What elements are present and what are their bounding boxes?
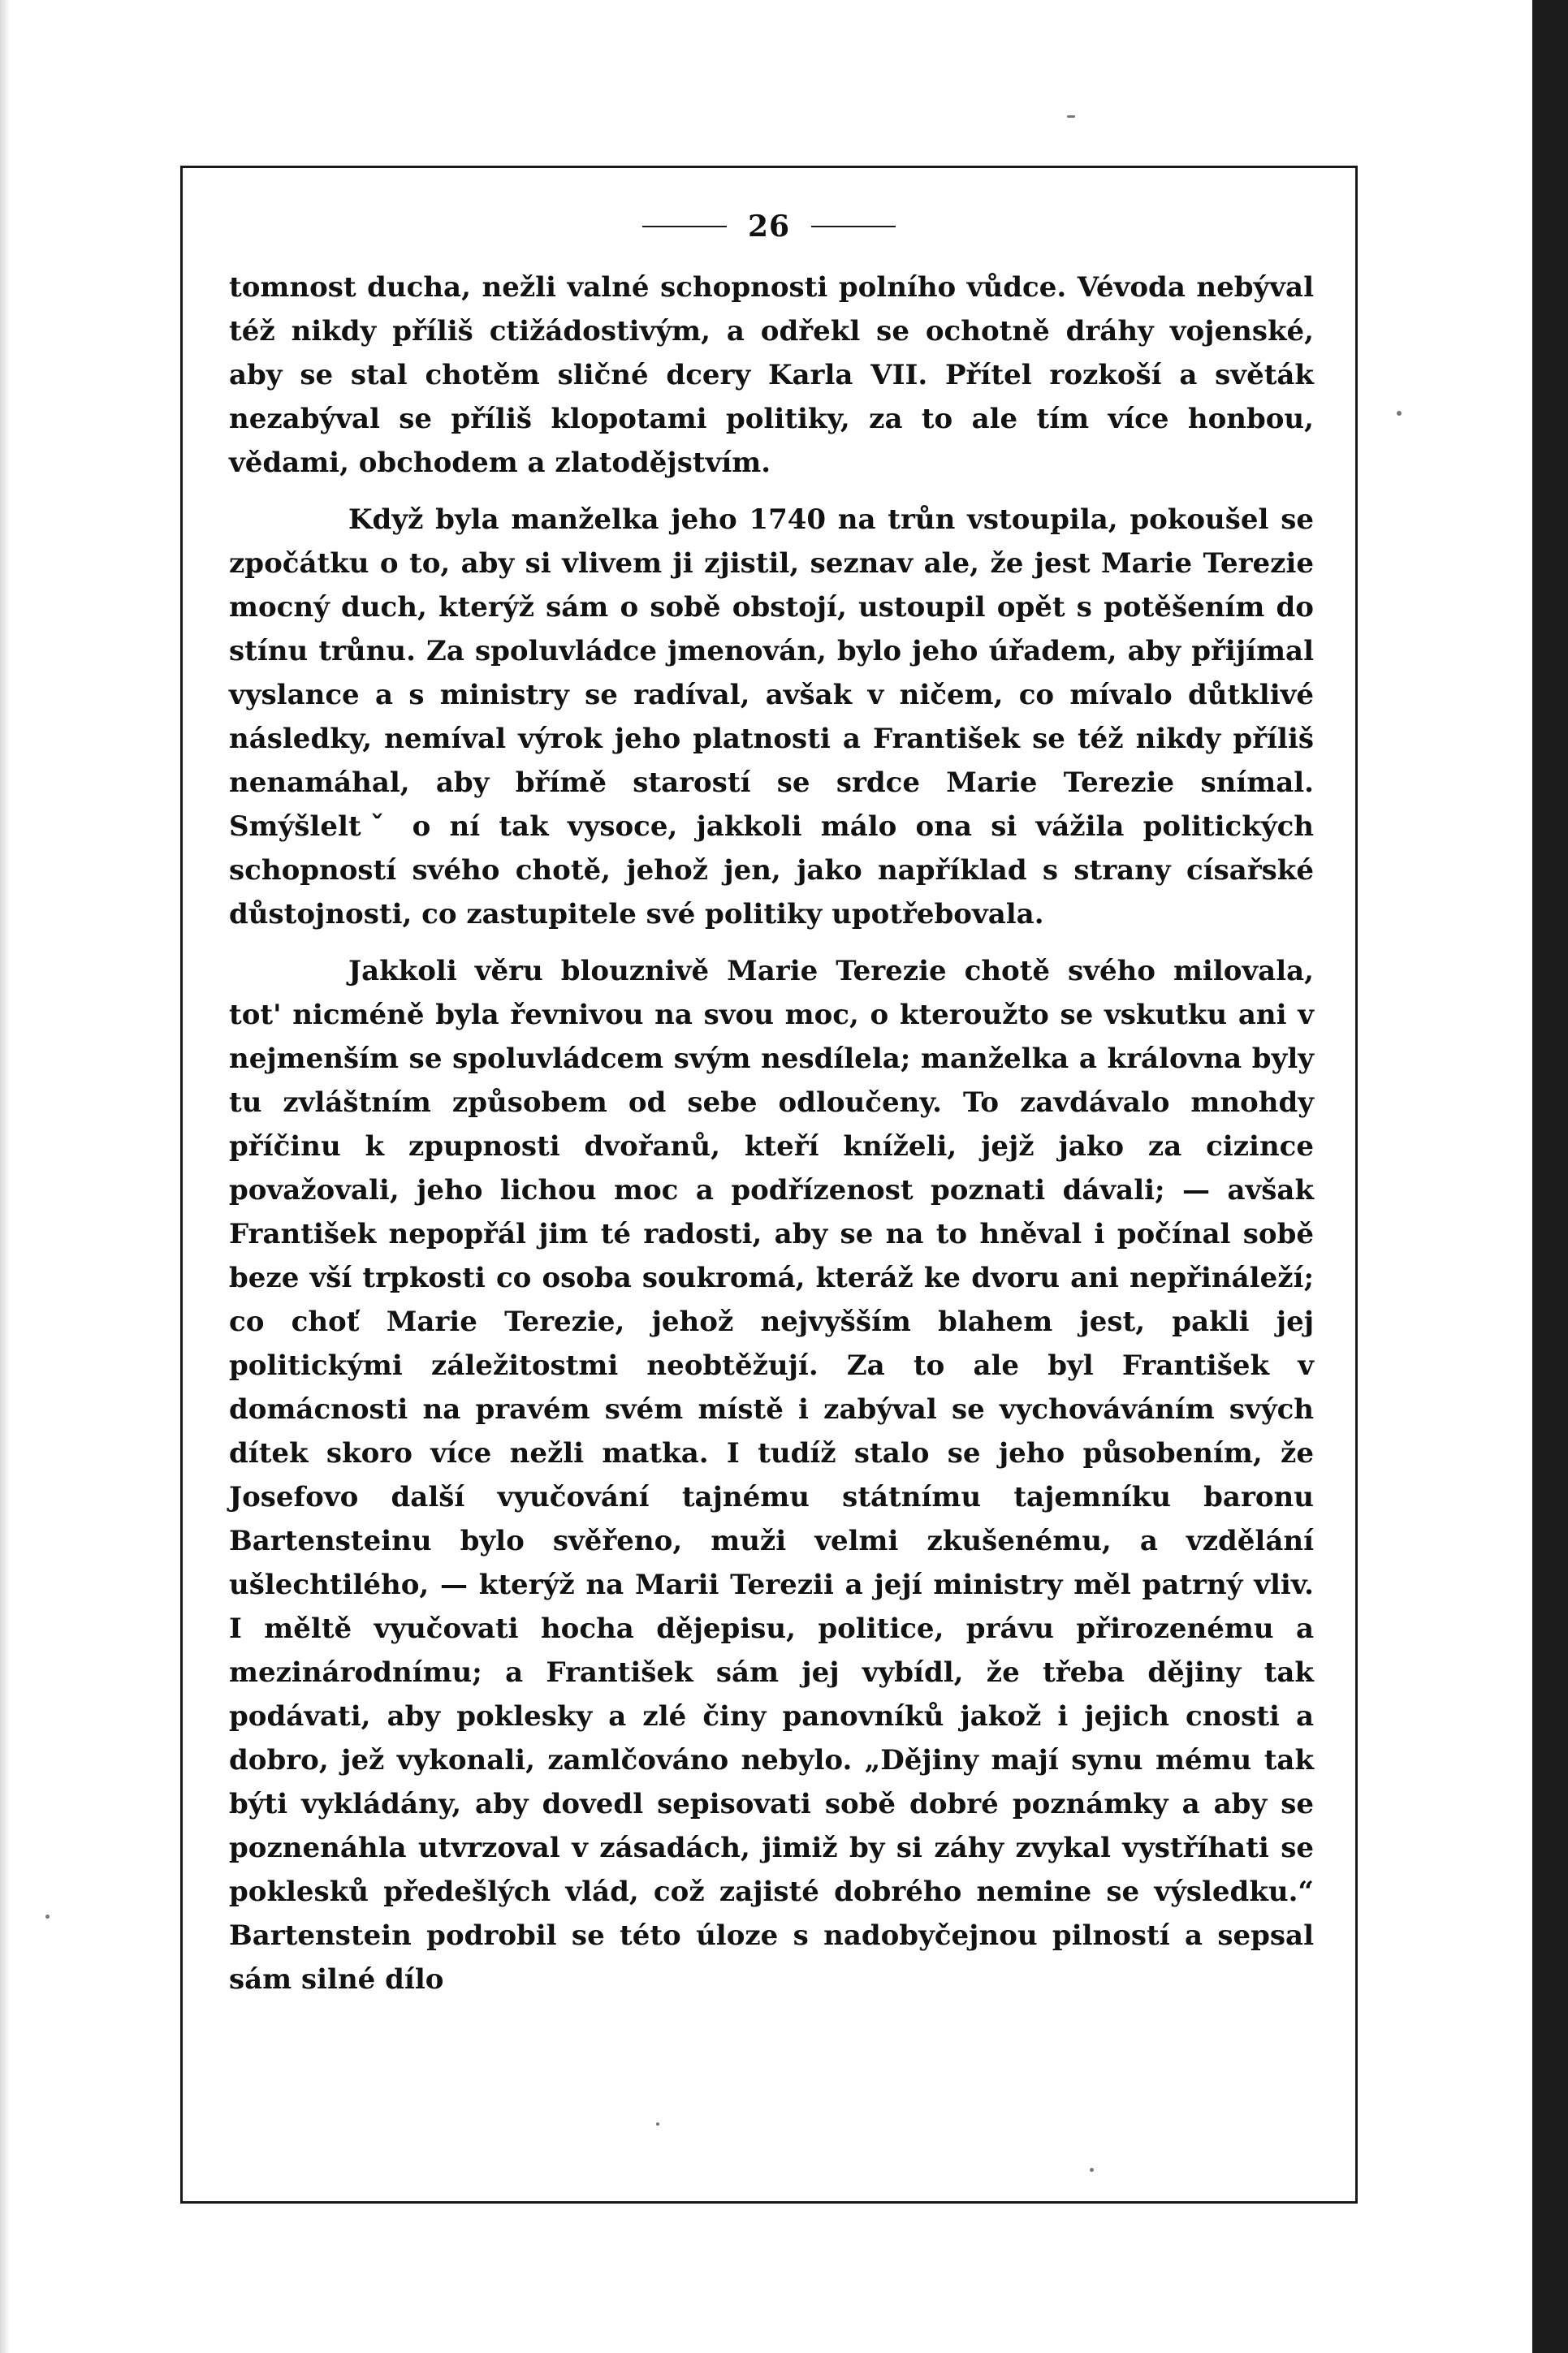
body-text [229,266,1314,2001]
scan-speck [1397,411,1402,416]
page-number-rule-right [811,226,896,227]
paragraph-2: Když byla manželka jeho 1740 na trůn vstoupila, pokoušel se zpočátku o to, aby si vlivem ji zjistil, seznav ale, že jest Marie Terezie mocný duch, kterýž sám o sobě obstojí, ustoupil opět s potěšením do stínu trůnu. Za spoluvládce jmenován, bylo jeho úřadem, aby přijímal vyslance a s ministry se radíval, avšak v ničem, co mívalo důtklivé následky, nemíval výrok jeho platnosti a František se též nikdy příliš nenamáhal, aby břímě starostí se srdce Marie Terezie snímal. Smýšleltˇ o ní tak vysoce, jakkoli málo ona si vážila politických schopností svého chotě, jehož jen, jako například s strany císařské důstojnosti, co zastupitele své politiky upotřebovala. [229,503,1314,930]
scan-speck [1067,115,1075,118]
paragraph-3: Jakkoli věru blouznivě Marie Terezie chotě svého milovala, tot' nicméně byla řevnivou na svou moc, o kteroužto se vskutku ani v nejmenším se spoluvládcem svým nesdílela; manželka a královna byly tu zvláštním způsobem od sebe odloučeny. To zavdávalo mnohdy příčinu k zpupnosti dvořanů, kteří kníželi, jejž jako za cizince považovali, jeho lichou moc a podřízenost poznati dávali; — avšak František nepopřál jim té radosti, aby se na to hněval i počínal sobě beze vší trpkosti co osoba soukromá, kteráž ke dvoru ani nepřináleží; co choť Marie Terezie, jehož nejvyšším blahem jest, pakli jej politickými záležitostmi neobtěžují. Za to ale byl František v domácnosti na pravém svém místě i zabýval se vychováváním svých dítek skoro více nežli matka. I tudíž stalo se jeho působením, že Josefovo další vyučování tajnému státnímu tajemníku baronu Bartensteinu bylo svěřeno, muži velmi zkušenému, a vzdělání ušlechtilého, — kterýž na Marii Terezii a její ministry měl patrný vliv. I měltě vyučovati hocha dějepisu, politice, právu přirozenému a mezinárodnímu; a František sám jej vybídl, že třeba dějiny tak podávati, aby poklesky a zlé činy panovníků jakož i jejich cnosti a dobro, jež vykonali, zamlčováno nebylo. „Dějiny mají synu mému tak býti vykládány, aby dovedl sepisovati sobě dobré poznámky a aby se poznenáhla utvrzoval v zásadách, jimiž by si záhy zvykal vystříhati se poklesků předešlých vlád, což zajisté dobrého nemine se výsledku.“ Bartenstein podrobil se této úloze s nadobyčejnou pilností a sepsal sám silné dílo [229,955,1314,1996]
paragraph-1: tomnost ducha, nežli valné schopnosti polního vůdce. Vévoda nebýval též nikdy příliš ctižádostivým, a odřekl se ochotně dráhy vojenské, aby se stal chotěm sličné dcery Karla VII. Přítel rozkoší a světák nezabýval se příliš klopotami politiky, za to ale tím více honbou, vědami, obchodem a zlatodějstvím. [229,271,1314,479]
scan-speck [45,1915,50,1919]
page-header [180,209,1358,244]
scan-speck [1090,2168,1094,2172]
page-number-rule-left [642,226,727,227]
scan-edge-right [1532,0,1568,2353]
page-number: 26 [747,209,791,244]
scan-speck [656,2122,659,2126]
scan-edge-left [0,0,10,2353]
